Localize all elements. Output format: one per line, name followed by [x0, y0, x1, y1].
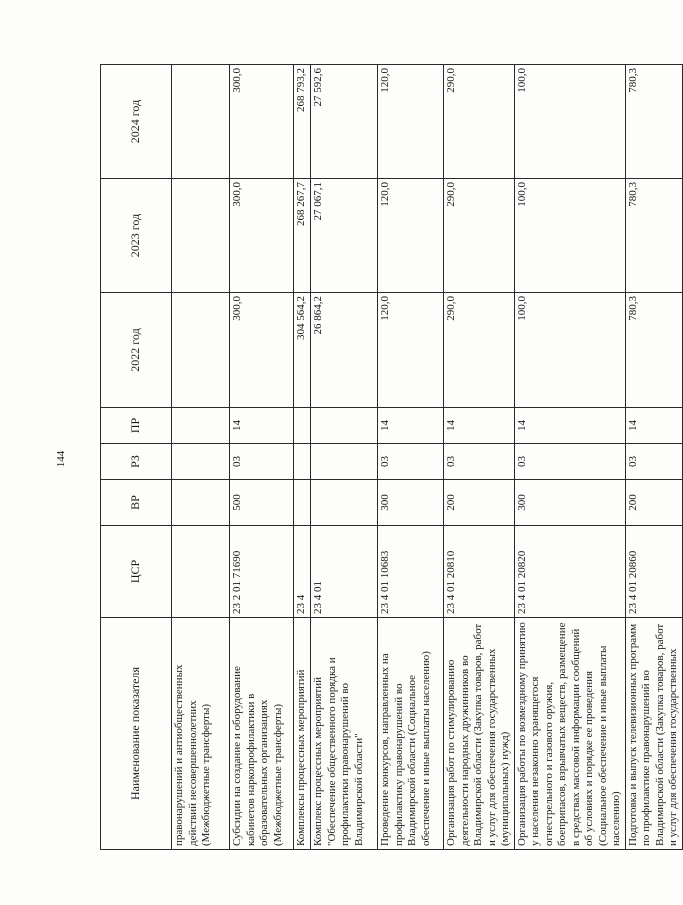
row-vr: 200	[625, 480, 682, 526]
row-rz: 03	[625, 444, 682, 480]
row-pr: 14	[444, 408, 515, 444]
row-csr: 23 4 01 20820	[514, 526, 625, 618]
row-2022	[172, 293, 230, 408]
row-csr: 23 4 01 20860	[625, 526, 682, 618]
table-row	[378, 65, 444, 850]
row-vr	[172, 480, 230, 526]
header-csr: ЦСР	[101, 526, 172, 618]
table-row	[311, 65, 378, 850]
budget-table-sheet	[100, 65, 679, 850]
row-2024: 268 793,2	[294, 65, 311, 179]
row-name: Субсидии на создание и оборудование кабинетов наркопрофилактики в образовательных организациях (Межбюджетные трансферты)	[230, 618, 294, 850]
row-name: Организация работы по возмездному принятию у населения незаконно хранящегося огнестрельного и газового оружия, боеприпасов, взрывчатых веществ, размещение в средствах массовой информации сообщений об условиях и порядке ее проведения (Социальное обеспечение и иные выплаты населению)	[514, 618, 625, 850]
header-name: Наименование показателя	[101, 618, 172, 850]
row-vr: 200	[444, 480, 515, 526]
row-name: Организация работ по стимулированию деятельности народных дружинников во Владимирской области (Закупка товаров, работ и услуг для обеспечения государственных (муниципальных) нужд)	[444, 618, 515, 850]
row-2024: 780,3	[625, 65, 682, 179]
row-2022: 780,3	[625, 293, 682, 408]
table-viewport	[100, 65, 679, 850]
row-pr: 14	[514, 408, 625, 444]
row-2024: 27 592,6	[311, 65, 378, 179]
row-csr: 23 2 01 71690	[230, 526, 294, 618]
row-2023: 100,0	[514, 179, 625, 293]
header-rz: РЗ	[101, 444, 172, 480]
row-2024: 290,0	[444, 65, 515, 179]
row-2022: 290,0	[444, 293, 515, 408]
table-row	[294, 65, 311, 850]
row-name: правонарушений и антиобщественных действий несовершеннолетних (Межбюджетные трансферты)	[172, 618, 230, 850]
row-name: Проведение конкурсов, направленных на профилактику правонарушений во Владимирской области (Социальное обеспечение и иные выплаты населению)	[378, 618, 444, 850]
row-pr	[172, 408, 230, 444]
row-pr: 14	[625, 408, 682, 444]
row-rz: 03	[444, 444, 515, 480]
row-2024	[172, 65, 230, 179]
row-rz	[311, 444, 378, 480]
row-vr	[311, 480, 378, 526]
row-2023: 300,0	[230, 179, 294, 293]
row-name: Комплекс процессных мероприятий "Обеспечение общественного порядка и профилактики правонарушений во Владимирской области"	[311, 618, 378, 850]
row-pr: 14	[230, 408, 294, 444]
row-2022: 300,0	[230, 293, 294, 408]
row-csr: 23 4	[294, 526, 311, 618]
header-2024: 2024 год	[101, 65, 172, 179]
table-row	[444, 65, 515, 850]
header-2022: 2022 год	[101, 293, 172, 408]
header-2023: 2023 год	[101, 179, 172, 293]
row-2022: 120,0	[378, 293, 444, 408]
table-row	[514, 65, 625, 850]
row-rz: 03	[514, 444, 625, 480]
row-rz: 03	[230, 444, 294, 480]
row-2023: 780,3	[625, 179, 682, 293]
page-number: 144	[55, 450, 67, 468]
row-2024: 120,0	[378, 65, 444, 179]
table-row	[625, 65, 682, 850]
row-vr: 500	[230, 480, 294, 526]
header-row	[101, 65, 172, 850]
header-vr: ВР	[101, 480, 172, 526]
row-pr	[294, 408, 311, 444]
row-2023	[172, 179, 230, 293]
row-rz	[172, 444, 230, 480]
row-2023: 120,0	[378, 179, 444, 293]
header-pr: ПР	[101, 408, 172, 444]
row-rz: 03	[378, 444, 444, 480]
row-pr: 14	[378, 408, 444, 444]
row-csr: 23 4 01 20810	[444, 526, 515, 618]
row-2022: 100,0	[514, 293, 625, 408]
table-row	[230, 65, 294, 850]
row-csr	[172, 526, 230, 618]
row-name: Комплексы процессных мероприятий	[294, 618, 311, 850]
row-2022: 26 864,2	[311, 293, 378, 408]
row-csr: 23 4 01 10683	[378, 526, 444, 618]
row-2023: 27 067,1	[311, 179, 378, 293]
row-rz	[294, 444, 311, 480]
row-2024: 300,0	[230, 65, 294, 179]
row-csr: 23 4 01	[311, 526, 378, 618]
row-vr: 300	[514, 480, 625, 526]
row-2022: 304 564,2	[294, 293, 311, 408]
budget-table	[100, 64, 683, 850]
row-pr	[311, 408, 378, 444]
row-2023: 290,0	[444, 179, 515, 293]
row-name: Подготовка и выпуск телевизионных программ по профилактике правонарушений во Владимирской области (Закупка товаров, работ и услуг для обеспечения государственных	[625, 618, 682, 850]
row-2023: 268 267,7	[294, 179, 311, 293]
row-vr: 300	[378, 480, 444, 526]
table-row	[172, 65, 230, 850]
row-2024: 100,0	[514, 65, 625, 179]
row-vr	[294, 480, 311, 526]
